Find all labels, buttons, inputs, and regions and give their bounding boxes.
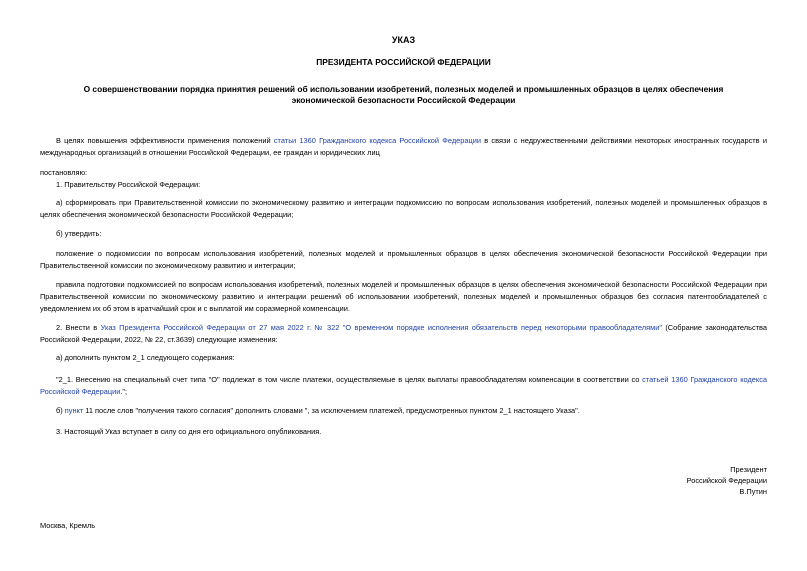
signature-position: Президент [730,465,767,474]
link-article-1360-second[interactable]: статьей 1360 Гражданского кодекса Российской Федерации [40,375,768,396]
link-item-11[interactable]: пункт [64,406,84,415]
paragraph-preamble: В целях повышения эффективности применения положений статьи 1360 Гражданского кодекса Российской Федерации в связи с недружественными действиями некоторых иностранных государств и международных организаций в отношении Российской Федерации, ее граждан и юридических лиц [40,136,767,157]
paragraph-resolve: постановляю: [40,168,88,177]
signature-country: Российской Федерации [686,476,767,486]
paragraph-rules: правила подготовки подкомиссией по вопросам использования изобретений, полезных моделей и промышленных образцов в целях обеспечения экономической безопасности Российской Федерации при Правительственной комиссии по экономическому развитию и интеграции решений об использовании изобретений, полезных моделей и промышленных образцов без согласия патентообладателей с уведомлением их об этом в кратчайший срок и с выплатой им соразмерной компенсации. [40,280,767,313]
document-subtitle: ПРЕЗИДЕНТА РОССИЙСКОЙ ФЕДЕРАЦИИ [316,57,491,67]
document-place: Москва, Кремль [40,521,96,530]
signature-name: В.Путин [739,487,767,497]
paragraph-item-1: 1. Правительству Российской Федерации: [56,180,201,189]
link-article-1360[interactable]: статьи 1360 Гражданского кодекса Российской Федерации [273,136,481,145]
paragraph-item-1a: а) сформировать при Правительственной комиссии по экономическому развитию и интеграции подкомиссию по вопросам использования изобретений, полезных моделей и промышленных образцов в целях обеспечения экономической безопасности Российской Федерации; [40,198,767,219]
paragraph-item-2-1: "2_1. Внесению на специальный счет типа "О" подлежат в том числе платежи, осуществляемые в целях выплаты правообладателям компенсации в соответствии со статьей 1360 Гражданского кодекса Российской Федерации."; [40,375,768,396]
paragraph-item-3: 3. Настоящий Указ вступает в силу со дня его официального опубликования. [56,427,322,436]
signature-block [687,464,767,498]
paragraph-item-2a: а) дополнить пунктом 2_1 следующего содержания: [56,353,235,362]
paragraph-item-2b: б) пункт 11 после слов "получения такого согласия" дополнить словами ", за исключением платежей, предусмотренных пунктом 2_1 настоящего Указа". [56,406,580,415]
paragraph-item-1b: б) утвердить: [56,229,102,238]
document-subject: О совершенствовании порядка принятия решений об использовании изобретений, полезных моделей и промышленных образцов в целях обеспечения экономической безопасности Российской Федерации [83,84,724,105]
link-decree-322[interactable]: Указ Президента Российской Федерации от 27 мая 2022 г. № 322 "О временном порядке исполнения обязательств перед некоторыми правообладателями" [100,323,662,332]
paragraph-regulation: положение о подкомиссии по вопросам использования изобретений, полезных моделей и промышленных образцов в целях обеспечения экономической безопасности Российской Федерации при Правительственной комиссии по экономическому развитию и интеграции; [40,249,767,270]
paragraph-item-2: 2. Внести в Указ Президента Российской Федерации от 27 мая 2022 г. № 322 "О временном порядке исполнения обязательств перед некоторыми правообладателями" (Собрание законодательства Российской Федерации, 2022, № 22, ст.3639) следующие изменения: [40,323,767,344]
document-title: УКАЗ [391,35,416,45]
